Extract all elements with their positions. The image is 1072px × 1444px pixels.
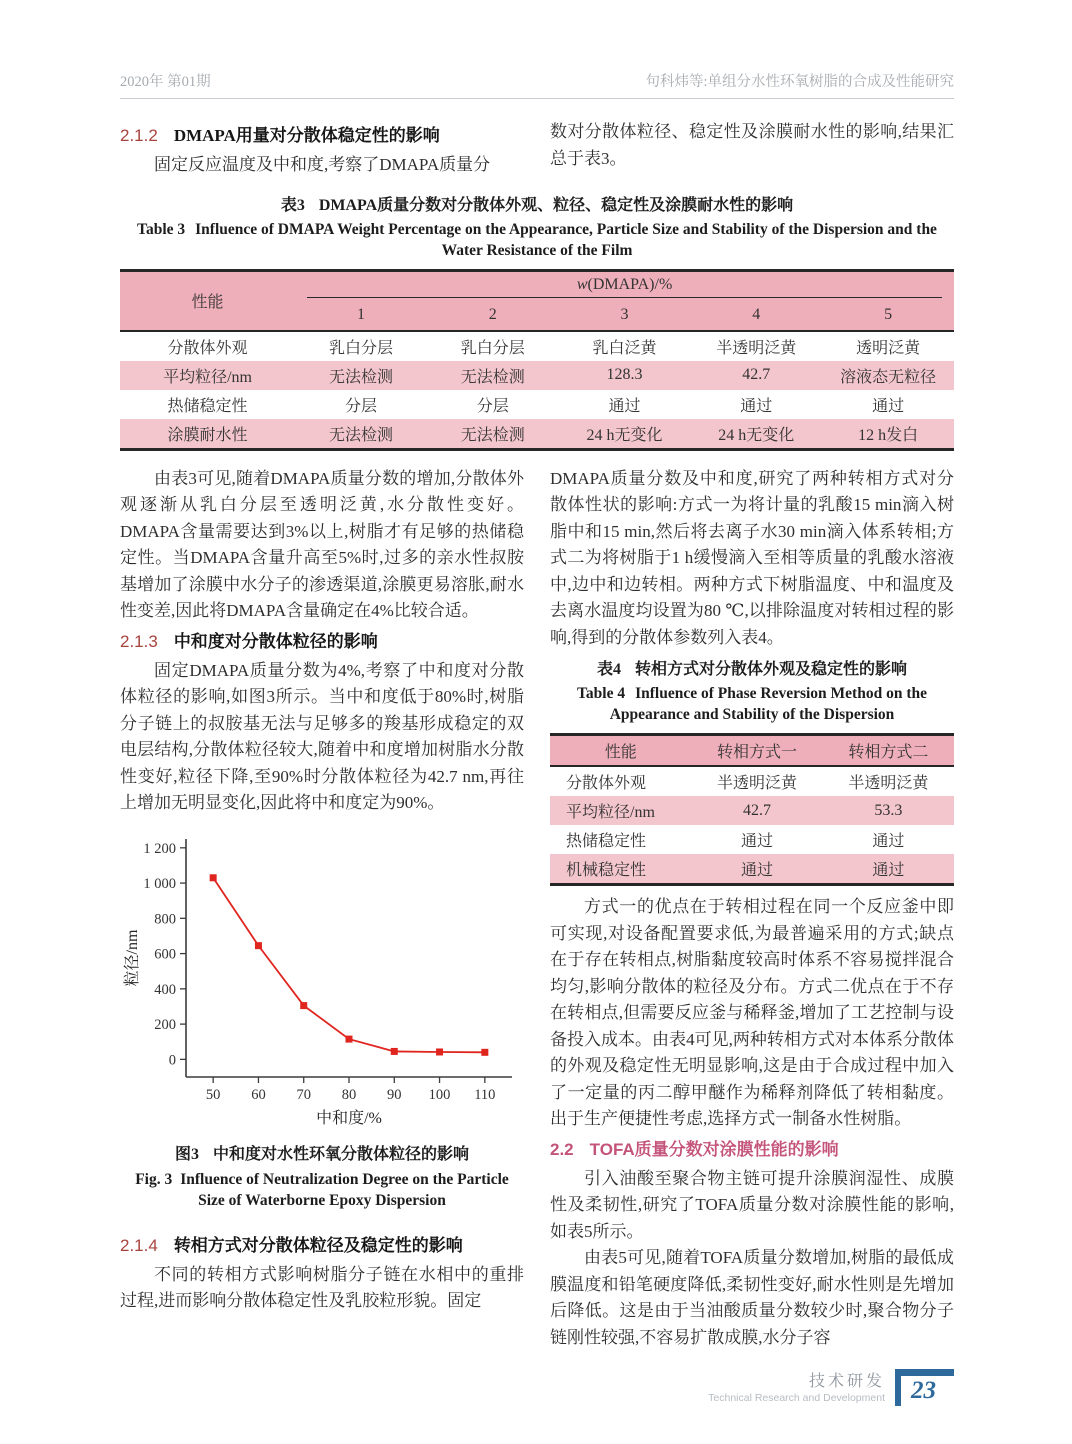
cell: 128.3 [606,366,643,383]
line-chart [120,829,524,1131]
cell: 24 h无变化 [586,426,663,444]
cell: 分层 [476,397,509,415]
section-title: DMAPA用量对分散体稳定性的影响 [173,126,440,145]
cell: 53.3 [874,801,903,819]
cell: 无法检测 [329,368,394,386]
table4-label-zh: 表4 [596,661,621,678]
paragraph: 引入油酸至聚合物主链可提升涂膜润湿性、成膜性及柔韧性,研究了TOFA质量分数对涂膜性能的影响,如表5所示。 [550,1168,954,1241]
svg-text:90: 90 [387,1086,402,1103]
col-header: 性能 [604,744,637,761]
table3-span-header [295,270,954,301]
table4-caption-zh [550,659,954,681]
table3-label-zh: 表3 [280,196,305,214]
col-header: 3 [620,306,629,323]
table-row [550,825,954,854]
span-rest: (DMAPA)/% [587,275,673,293]
cell: 24 h无变化 [718,426,795,444]
svg-text:110: 110 [474,1086,496,1103]
intro-left-column [120,119,524,179]
table-row [120,331,954,361]
cell: 溶液态无粒径 [840,368,937,386]
col-header: 1 [357,306,365,323]
running-title: 句科炜等:单组分水性环氧树脂的合成及性能研究 [645,74,954,90]
department-label [708,1369,885,1405]
cell: 42.7 [743,801,772,819]
table4-caption-en [550,683,954,725]
table-row [550,766,954,796]
paragraph: 固定DMAPA质量分数为4%,考察了中和度对分散体粒径的影响,如图3所示。当中和度低于80%时,树脂分子链上的叔胺基无法与足够多的羧基形成稳定的双电层结构,分散体粒径较大,随着中和度增加树脂水分散性变好,粒径下降,至90%时分散体粒径为42.7 nm,再往上增加无明显变化,因此将中和度定为90%。 [120,660,524,812]
svg-text:1 000: 1 000 [143,875,176,892]
cell: 乳白泛黄 [592,339,657,357]
department-en: Technical Research and Development [708,1392,885,1404]
issue-info: 2020年 第01期 [120,74,211,90]
paragraph: DMAPA质量分数及中和度,研究了两种转相方式对分散体性状的影响:方式一为将计量的乳酸15 min滴入树脂中和15 min,然后将去离子水30 min滴入体系转相;方式二为将树脂于1 h缓慢滴入至相等质量的乳酸水溶液中,边中和边转相。两种方式下树脂温度、中和温度及去离水温度均设置为80 ℃,以排除温度对转相过程的影响,得到的分散体参数列入表4。 [550,468,954,647]
figure3-chart [120,829,524,1136]
cell: 乳白分层 [460,339,525,357]
cell: 通过 [608,397,641,415]
table3-header-perf: 性能 [191,294,224,311]
row-name: 平均粒径/nm [566,804,655,821]
cell: 半透明泛黄 [848,775,929,792]
row-name: 平均粒径/nm [163,368,253,386]
svg-text:50: 50 [205,1086,221,1103]
table-row [120,419,954,450]
table-row [120,390,954,419]
main-columns [120,466,954,1352]
cell: 通过 [740,397,773,415]
cell: 半透明泛黄 [716,339,797,357]
cell: 无法检测 [460,426,525,444]
cell: 无法检测 [460,368,525,386]
svg-text:1 200: 1 200 [143,840,176,857]
svg-text:粒径/nm: 粒径/nm [124,929,141,986]
section-number: 2.1.2 [120,126,158,145]
figure3-title-en: Influence of Neutralization Degree on the Particle Size of Waterborne Epoxy Dispersion [180,1170,509,1209]
cell: 42.7 [742,366,771,383]
cell: 通过 [741,833,774,850]
section-title: 中和度对分散体粒径的影响 [173,631,378,651]
cell: 通过 [872,397,905,415]
table4 [550,733,954,886]
col-header: 5 [884,306,893,323]
section-title: 转相方式对分散体粒径及稳定性的影响 [173,1235,463,1255]
svg-text:0: 0 [168,1051,176,1068]
svg-text:60: 60 [251,1086,266,1103]
cell: 12 h发白 [858,426,919,444]
table3-caption-en [120,219,954,261]
section-heading-2-1-2 [120,122,524,149]
figure3-label-zh: 图3 [174,1145,199,1163]
table4-title-en: Influence of Phase Reversion Method on the Appearance and Stability of the Dispersion [609,685,927,723]
section-title: TOFA质量分数对涂膜性能的影响 [589,1139,839,1159]
cell: 通过 [741,862,774,879]
col-header: 4 [752,306,761,323]
table3-block [120,195,954,451]
section-number: 2.2 [550,1139,574,1159]
cell: 透明泛黄 [856,339,921,357]
table4-title-zh: 转相方式对分散体外观及稳定性的影响 [635,661,908,678]
col-header: 转相方式一 [717,744,798,761]
svg-text:70: 70 [296,1086,311,1103]
paragraph: 方式一的优点在于转相过程在同一个反应釜中即可实现,对设备配置要求低,为最普遍采用的方式;缺点在于存在转相点,树脂黏度较高时体系不容易搅拌混合均匀,影响分散体的粒径及分布。方式二优点在于不存在转相点,但需要反应釜与稀释釜,增加了工艺控制与设备投入成本。由表4可见,两种转相方式对本体系分散体的外观及稳定性无明显影响,这是由于合成过程中加入了一定量的丙二醇甲醚作为稀释剂降低了转相黏度。出于生产便捷性考虑,选择方式一制备水性树脂。 [550,897,954,1128]
col-header: 2 [488,306,497,323]
col-header: 转相方式二 [848,744,929,761]
department-zh: 技术研发 [808,1373,885,1390]
left-column [120,466,524,1352]
intro-row [120,119,954,179]
svg-text:200: 200 [154,1016,176,1033]
table4-label-en: Table 4 [576,685,626,702]
cell: 通过 [872,833,905,850]
row-name: 分散体外观 [167,339,248,357]
table-row [120,361,954,390]
paragraph: 不同的转相方式影响树脂分子链在水相中的重排过程,进而影响分散体稳定性及乳胶粒形貌。固定 [120,1264,524,1310]
table-row [550,854,954,885]
row-name: 热储稳定性 [167,397,248,415]
section-heading-2-1-4 [120,1232,524,1259]
svg-text:400: 400 [154,981,176,998]
table3-label-en: Table 3 [137,220,186,238]
intro-right-column [550,119,954,179]
paragraph: 由表3可见,随着DMAPA质量分数的增加,分散体外观逐渐从乳白分层至透明泛黄,水分散性变好。DMAPA含量需要达到3%以上,树脂才有足够的热储稳定性。当DMAPA含量升高至5%时,过多的亲水性叔胺基增加了涂膜中水分子的渗透渠道,涂膜更易溶胀,耐水性变差,因此将DMAPA含量确定在4%比较合适。 [120,468,524,620]
svg-text:中和度/%: 中和度/% [316,1109,382,1127]
paragraph: 由表5可见,随着TOFA质量分数增加,树脂的最低成膜温度和铅笔硬度降低,柔韧性变好,耐水性则是先增加后降低。这是由于当油酸质量分数较少时,聚合物分子链刚性较强,不容易扩散成膜,水分子容 [550,1248,954,1347]
cell: 分层 [345,397,378,415]
row-name: 分散体外观 [566,775,647,792]
row-name: 涂膜耐水性 [167,426,248,444]
svg-text:80: 80 [341,1086,357,1103]
paragraph: 固定反应温度及中和度,考察了DMAPA质量分 [154,155,491,174]
row-name: 热储稳定性 [566,833,647,850]
section-number: 2.1.3 [120,631,158,651]
figure3-label-en: Fig. 3 [135,1170,173,1188]
table3-title-zh: DMAPA质量分数对分散体外观、粒径、稳定性及涂膜耐水性的影响 [318,196,794,214]
section-heading-2-1-3 [120,628,524,655]
page-header [120,70,954,99]
cell: 半透明泛黄 [717,775,798,792]
w-symbol: w [576,275,588,293]
row-name: 机械稳定性 [566,862,647,879]
table3-title-en: Influence of DMAPA Weight Percentage on the Appearance, Particle Size and Stability of the Dispersion and the Water Resistance of the Film [195,220,937,259]
table3 [120,269,954,451]
cell: 通过 [872,862,905,879]
section-number: 2.1.4 [120,1235,158,1255]
table-row [550,796,954,825]
svg-text:600: 600 [154,946,176,963]
svg-text:100: 100 [428,1086,451,1103]
page-footer [708,1369,954,1406]
table3-caption-zh [120,195,954,217]
figure3-caption-zh [120,1144,524,1166]
figure3-caption-en [130,1169,514,1211]
cell: 无法检测 [329,426,394,444]
paragraph: 数对分散体粒径、稳定性及涂膜耐水性的影响,结果汇总于表3。 [550,122,954,168]
svg-text:800: 800 [154,910,176,927]
section-heading-2-2 [550,1136,954,1163]
cell: 乳白分层 [329,339,394,357]
right-column [550,466,954,1352]
page-number-badge: 23 [895,1369,954,1406]
figure3-title-zh: 中和度对水性环氧分散体粒径的影响 [213,1145,470,1163]
